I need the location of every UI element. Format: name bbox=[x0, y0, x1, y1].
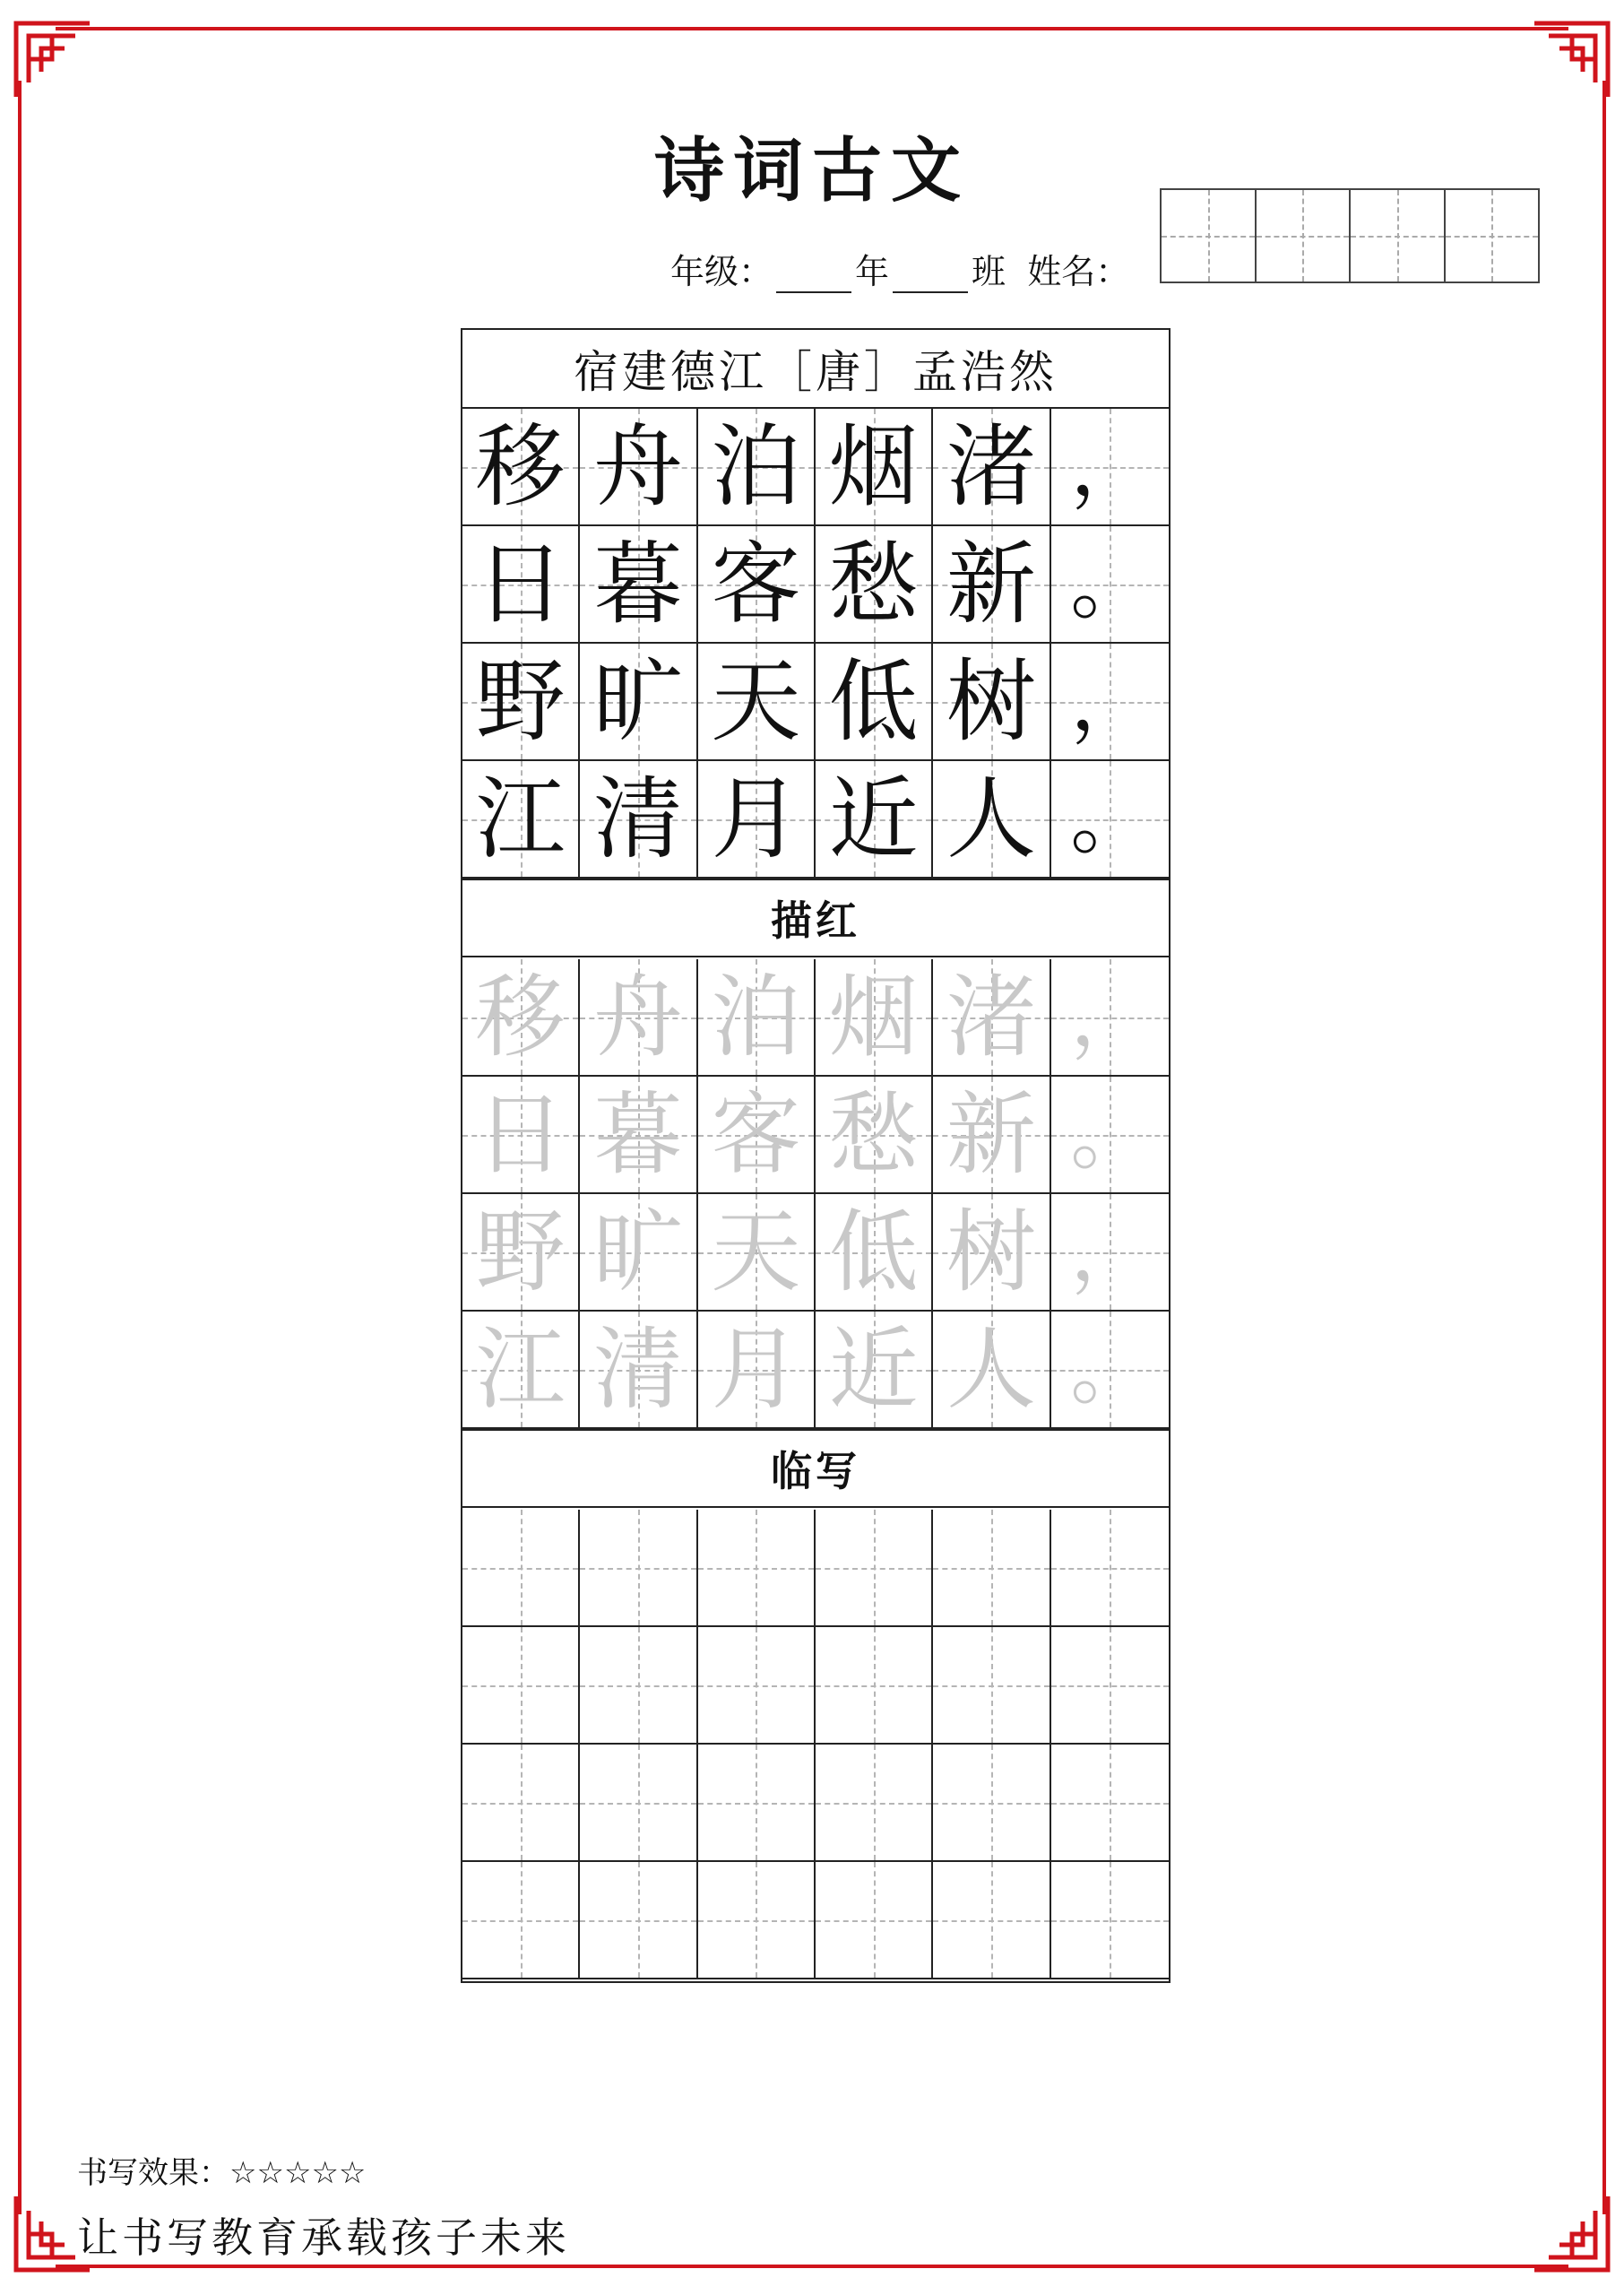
character-cell bbox=[933, 644, 1050, 761]
model-character: 旷 bbox=[592, 648, 683, 754]
character-cell bbox=[580, 1194, 697, 1312]
character-cell bbox=[698, 526, 816, 644]
character-cell bbox=[1051, 1194, 1169, 1312]
blank-practice-cell[interactable] bbox=[462, 1627, 580, 1745]
model-character: 树 bbox=[946, 648, 1036, 754]
character-cell bbox=[698, 409, 816, 526]
character-cell bbox=[462, 409, 580, 526]
frame-bottom bbox=[56, 2265, 1568, 2268]
class-suffix: 班 bbox=[972, 252, 1006, 291]
trace-character[interactable]: 清 bbox=[592, 1316, 683, 1422]
trace-character[interactable]: 野 bbox=[475, 1199, 566, 1304]
character-cell bbox=[816, 644, 933, 761]
trace-character[interactable]: 低 bbox=[828, 1199, 919, 1304]
model-character: 烟 bbox=[828, 413, 919, 519]
name-cell[interactable] bbox=[1446, 190, 1539, 281]
copy-row bbox=[462, 1745, 1169, 1862]
model-character: 野 bbox=[475, 648, 566, 754]
blank-practice-cell[interactable] bbox=[580, 1862, 697, 1979]
model-row bbox=[462, 761, 1169, 879]
model-character: 近 bbox=[828, 766, 919, 871]
character-cell bbox=[580, 526, 697, 644]
trace-character[interactable]: 舟 bbox=[592, 964, 683, 1070]
name-label: 姓名： bbox=[1027, 252, 1130, 291]
corner-ornament-top-right bbox=[1531, 20, 1611, 100]
blank-practice-cell[interactable] bbox=[462, 1745, 580, 1862]
model-row bbox=[462, 409, 1169, 526]
blank-practice-cell[interactable] bbox=[580, 1627, 697, 1745]
model-character: 渚 bbox=[946, 413, 1036, 519]
character-cell bbox=[698, 959, 816, 1077]
poem-title-author: 宿建德江［唐］孟浩然 bbox=[574, 346, 1058, 398]
character-cell bbox=[933, 1312, 1050, 1429]
blank-practice-cell[interactable] bbox=[580, 1510, 697, 1627]
character-cell bbox=[698, 1077, 816, 1194]
trace-character[interactable]: 新 bbox=[946, 1081, 1036, 1187]
year-suffix: 年 bbox=[855, 252, 890, 291]
character-cell bbox=[462, 1077, 580, 1194]
character-cell bbox=[933, 1194, 1050, 1312]
character-cell bbox=[462, 761, 580, 879]
blank-practice-cell[interactable] bbox=[816, 1627, 933, 1745]
blank-practice-cell[interactable] bbox=[816, 1510, 933, 1627]
grade-year-blank[interactable] bbox=[776, 255, 851, 293]
character-cell bbox=[816, 409, 933, 526]
trace-section-label: 描红 bbox=[771, 896, 860, 945]
trace-character[interactable]: 暮 bbox=[592, 1081, 683, 1187]
model-character: 清 bbox=[592, 766, 683, 871]
trace-character[interactable]: 旷 bbox=[592, 1199, 683, 1304]
model-character: 低 bbox=[828, 648, 919, 754]
character-cell bbox=[580, 959, 697, 1077]
character-cell bbox=[580, 644, 697, 761]
model-character: 。 bbox=[1070, 772, 1150, 865]
trace-character[interactable]: 人 bbox=[946, 1316, 1036, 1422]
student-info-line bbox=[670, 244, 1129, 293]
character-cell bbox=[462, 526, 580, 644]
character-cell bbox=[933, 959, 1050, 1077]
trace-character[interactable]: 移 bbox=[475, 964, 566, 1070]
name-cell[interactable] bbox=[1257, 190, 1352, 281]
blank-practice-cell[interactable] bbox=[933, 1745, 1050, 1862]
character-cell bbox=[1051, 409, 1169, 526]
model-character: ， bbox=[1070, 420, 1150, 513]
model-character: 天 bbox=[711, 648, 801, 754]
blank-practice-cell[interactable] bbox=[1051, 1745, 1169, 1862]
model-character: ， bbox=[1070, 654, 1150, 748]
trace-row bbox=[462, 959, 1169, 1077]
model-character: 新 bbox=[946, 531, 1036, 637]
trace-row bbox=[462, 1077, 1169, 1194]
character-cell bbox=[933, 409, 1050, 526]
blank-practice-cell[interactable] bbox=[1051, 1862, 1169, 1979]
trace-character[interactable]: 近 bbox=[828, 1316, 919, 1422]
character-cell bbox=[1051, 1312, 1169, 1429]
trace-character[interactable]: 日 bbox=[475, 1081, 566, 1187]
character-cell bbox=[1051, 644, 1169, 761]
trace-character[interactable]: 天 bbox=[711, 1199, 801, 1304]
model-character: 日 bbox=[475, 531, 566, 637]
character-cell bbox=[816, 1077, 933, 1194]
trace-character[interactable]: ， bbox=[1070, 1205, 1150, 1298]
model-character: 愁 bbox=[828, 531, 919, 637]
character-cell bbox=[462, 644, 580, 761]
name-cell[interactable] bbox=[1351, 190, 1446, 281]
practice-sheet bbox=[461, 328, 1170, 1983]
blank-practice-cell[interactable] bbox=[698, 1862, 816, 1979]
model-character: 泊 bbox=[711, 413, 801, 519]
trace-character[interactable]: 渚 bbox=[946, 964, 1036, 1070]
class-blank[interactable] bbox=[893, 255, 968, 293]
rating-label: 书写效果： bbox=[77, 2155, 229, 2191]
writing-rating bbox=[77, 2148, 366, 2192]
trace-character[interactable]: 月 bbox=[711, 1316, 801, 1422]
character-cell bbox=[1051, 526, 1169, 644]
blank-practice-cell[interactable] bbox=[698, 1627, 816, 1745]
model-character: 客 bbox=[711, 531, 801, 637]
character-cell bbox=[698, 761, 816, 879]
blank-practice-cell[interactable] bbox=[698, 1745, 816, 1862]
trace-header-row bbox=[462, 879, 1169, 957]
slogan: 让书写教育承载孩子未来 bbox=[77, 2213, 570, 2262]
model-character: 暮 bbox=[592, 531, 683, 637]
model-row bbox=[462, 526, 1169, 644]
frame-top bbox=[56, 27, 1568, 30]
character-cell bbox=[816, 526, 933, 644]
character-cell bbox=[580, 1077, 697, 1194]
blank-practice-cell[interactable] bbox=[933, 1862, 1050, 1979]
model-character: 舟 bbox=[592, 413, 683, 519]
name-writing-box[interactable] bbox=[1160, 188, 1540, 283]
character-cell bbox=[580, 409, 697, 526]
character-cell bbox=[933, 1077, 1050, 1194]
rating-stars[interactable]: ☆☆☆☆☆ bbox=[229, 2155, 367, 2191]
trace-character[interactable]: 客 bbox=[711, 1081, 801, 1187]
blank-practice-cell[interactable] bbox=[1051, 1510, 1169, 1627]
blank-practice-cell[interactable] bbox=[933, 1627, 1050, 1745]
copy-row bbox=[462, 1627, 1169, 1745]
trace-character[interactable]: 江 bbox=[475, 1316, 566, 1422]
model-character: 月 bbox=[711, 766, 801, 871]
blank-practice-cell[interactable] bbox=[933, 1510, 1050, 1627]
copy-row bbox=[462, 1510, 1169, 1627]
page-title: 诗词古文 bbox=[653, 130, 970, 212]
model-character: 人 bbox=[946, 766, 1036, 871]
character-cell bbox=[1051, 761, 1169, 879]
trace-row bbox=[462, 1312, 1169, 1429]
blank-practice-cell[interactable] bbox=[816, 1745, 933, 1862]
blank-practice-cell[interactable] bbox=[580, 1745, 697, 1862]
frame-right bbox=[1602, 81, 1606, 2214]
corner-ornament-bottom-right bbox=[1531, 2193, 1611, 2273]
grade-label: 年级： bbox=[670, 252, 773, 291]
model-character: 江 bbox=[475, 766, 566, 871]
character-cell bbox=[1051, 1077, 1169, 1194]
character-cell bbox=[462, 959, 580, 1077]
trace-character[interactable]: 烟 bbox=[828, 964, 919, 1070]
trace-character[interactable]: 愁 bbox=[828, 1081, 919, 1187]
character-cell bbox=[698, 644, 816, 761]
character-cell bbox=[462, 1194, 580, 1312]
character-cell bbox=[1051, 959, 1169, 1077]
character-cell bbox=[580, 1312, 697, 1429]
blank-practice-cell[interactable] bbox=[462, 1510, 580, 1627]
character-cell bbox=[816, 1312, 933, 1429]
blank-practice-cell[interactable] bbox=[1051, 1627, 1169, 1745]
trace-character[interactable]: 。 bbox=[1070, 1087, 1150, 1181]
character-cell bbox=[816, 761, 933, 879]
model-row bbox=[462, 644, 1169, 761]
character-cell bbox=[698, 1312, 816, 1429]
copy-section-label: 临写 bbox=[771, 1447, 860, 1495]
trace-row bbox=[462, 1194, 1169, 1312]
poem-header-row bbox=[462, 330, 1169, 409]
blank-practice-cell[interactable] bbox=[816, 1862, 933, 1979]
copy-header-row bbox=[462, 1429, 1169, 1508]
frame-left bbox=[18, 81, 22, 2214]
copy-row bbox=[462, 1862, 1169, 1979]
trace-character[interactable]: 树 bbox=[946, 1199, 1036, 1304]
character-cell bbox=[698, 1194, 816, 1312]
model-character: 移 bbox=[475, 413, 566, 519]
trace-character[interactable]: ， bbox=[1070, 970, 1150, 1063]
trace-character[interactable]: 。 bbox=[1070, 1322, 1150, 1416]
character-cell bbox=[580, 761, 697, 879]
trace-character[interactable]: 泊 bbox=[711, 964, 801, 1070]
character-cell bbox=[816, 1194, 933, 1312]
blank-practice-cell[interactable] bbox=[698, 1510, 816, 1627]
character-cell bbox=[816, 959, 933, 1077]
blank-practice-cell[interactable] bbox=[462, 1862, 580, 1979]
model-character: 。 bbox=[1070, 537, 1150, 630]
name-cell[interactable] bbox=[1162, 190, 1257, 281]
character-cell bbox=[462, 1312, 580, 1429]
character-cell bbox=[933, 526, 1050, 644]
corner-ornament-top-left bbox=[13, 20, 93, 100]
character-cell bbox=[933, 761, 1050, 879]
